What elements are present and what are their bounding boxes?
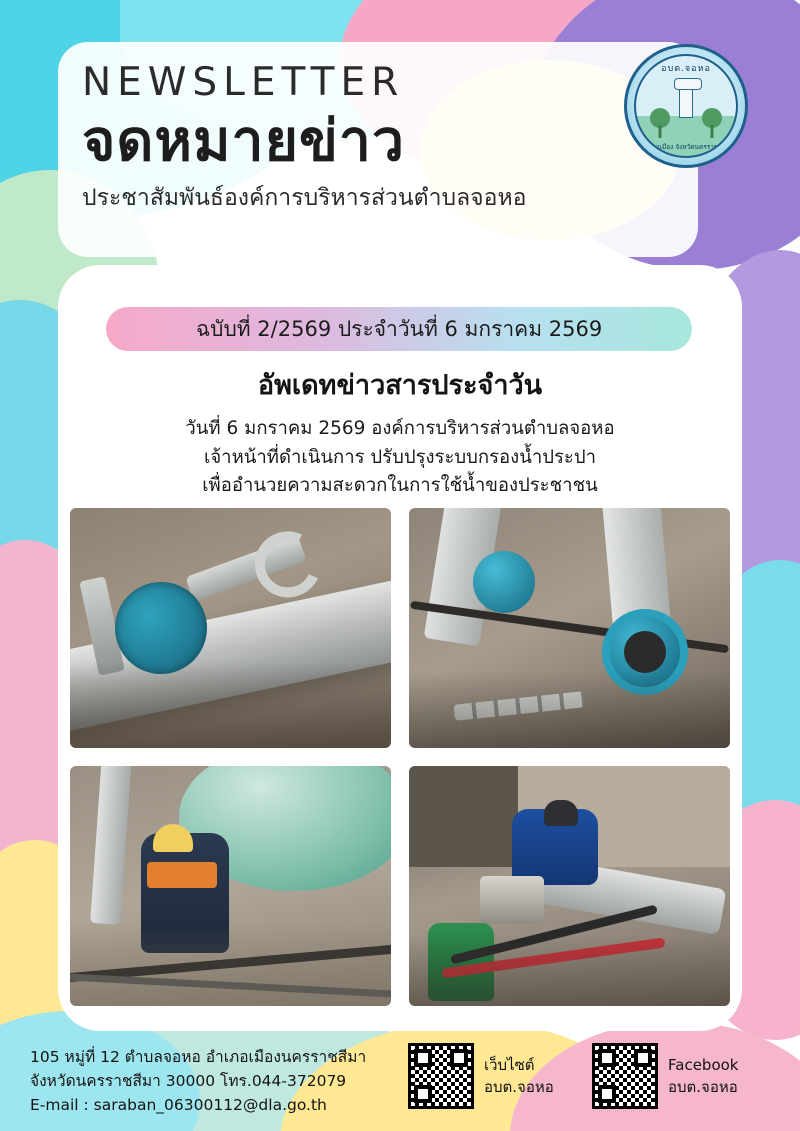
website-qr-block[interactable] <box>408 1043 554 1109</box>
logo-bottom-text: อำเภอเมือง จังหวัดนครราชสีมา <box>641 143 731 151</box>
qr-eye-bottom-left <box>598 1085 616 1103</box>
section-title: อัพเดทข่าวสารประจำวัน <box>257 370 543 401</box>
photo-2 <box>409 508 730 748</box>
poster-header <box>82 62 682 216</box>
facebook-qr-label-line-1: Facebook <box>668 1055 739 1074</box>
website-qr-label <box>484 1054 554 1099</box>
poster-footer <box>0 1027 800 1131</box>
logo-emblem <box>634 54 738 158</box>
website-qr-label-line-2: อบต.จอหอ <box>484 1078 554 1096</box>
welding-mask-icon <box>544 800 578 826</box>
address-line-3: E-mail : saraban_06300112@dla.go.th <box>30 1096 327 1115</box>
qr-eye-top-right <box>450 1049 468 1067</box>
facebook-qr-label-line-2: อบต.จอหอ <box>668 1078 738 1096</box>
water-tower-icon <box>679 84 693 118</box>
photo-1-shading <box>70 662 391 748</box>
welding-machine <box>480 876 544 924</box>
logo-top-text: อบต.จอหอ <box>661 64 711 74</box>
photo-3 <box>70 766 391 1006</box>
photo-4 <box>409 766 730 1006</box>
facebook-qr-code[interactable] <box>592 1043 658 1109</box>
facebook-qr-label <box>668 1054 738 1099</box>
body-text <box>90 415 710 501</box>
photo-2-shading <box>409 671 730 748</box>
issue-badge <box>106 307 692 351</box>
wrench-icon <box>185 536 307 601</box>
issue-badge-text: ฉบับที่ 2/2569 ประจำวันที่ 6 มกราคม 2569 <box>195 316 603 341</box>
photo-4-shading <box>409 934 730 1006</box>
contact-address <box>30 1045 366 1117</box>
vertical-pipe <box>90 766 132 925</box>
qr-eye-top-left <box>414 1049 432 1067</box>
website-qr-label-line-1: เว็บไซต์ <box>484 1055 535 1074</box>
body-line-1: วันที่ 6 มกราคม 2569 องค์การบริหารส่วนตำบลจอหอ <box>185 418 615 439</box>
tree-icon-left <box>650 108 670 138</box>
safety-vest <box>147 862 217 888</box>
qr-eye-top-right <box>634 1049 652 1067</box>
qr-eye-bottom-left <box>414 1085 432 1103</box>
valve-small <box>473 551 535 613</box>
tree-icon-right <box>702 108 722 138</box>
body-line-3: เพื่ออำนวยความสะดวกในการใช้น้ำของประชาชน <box>202 475 598 497</box>
page-subtitle: ประชาสัมพันธ์องค์การบริหารส่วนตำบลจอหอ <box>82 185 527 212</box>
website-qr-code[interactable] <box>408 1043 474 1109</box>
newsletter-eyebrow: NEWSLETTER <box>82 60 405 105</box>
facebook-qr-block[interactable] <box>592 1043 738 1109</box>
address-line-1: 105 หมู่ที่ 12 ตำบลจอหอ อำเภอเมืองนครราชสีมา <box>30 1048 367 1066</box>
pipe-flange <box>80 576 125 675</box>
address-line-2: จังหวัดนครราชสีมา 30000 โทร.044-372079 <box>30 1072 347 1091</box>
photo-grid <box>70 508 730 1008</box>
photo-1 <box>70 508 391 748</box>
organization-logo <box>624 44 748 168</box>
body-line-2: เจ้าหน้าที่ดำเนินการ ปรับปรุงระบบกรองน้ำประปา <box>204 446 596 468</box>
page-title: จดหมายข่าว <box>82 107 405 174</box>
qr-eye-top-left <box>598 1049 616 1067</box>
